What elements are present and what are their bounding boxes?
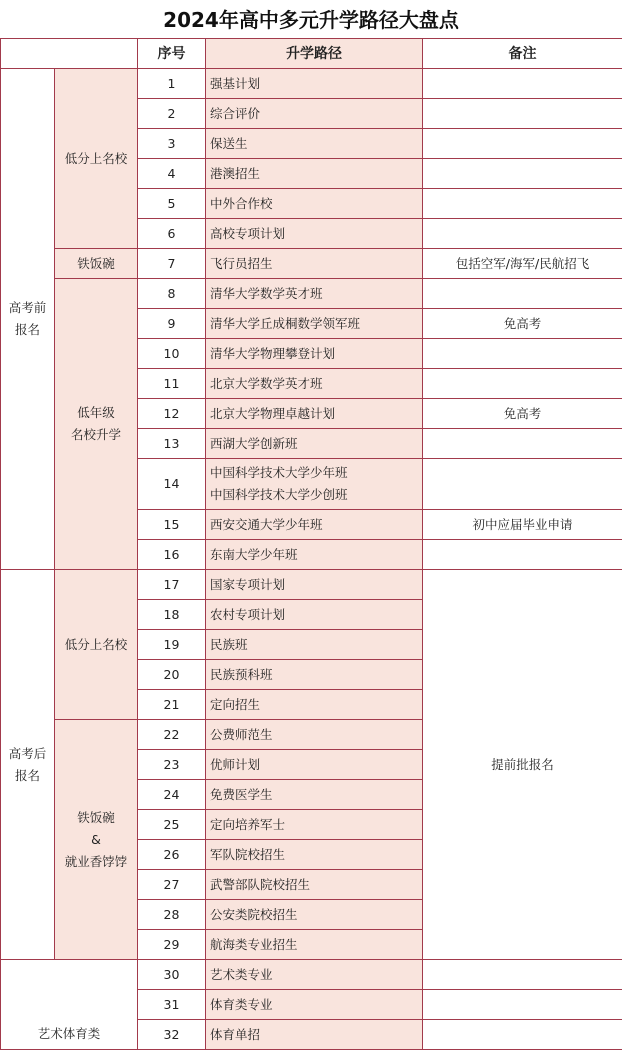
seq-number: 13 bbox=[138, 429, 206, 459]
seq-number: 18 bbox=[138, 600, 206, 630]
seq-number: 2 bbox=[138, 99, 206, 129]
pathway-name: 民族班 bbox=[206, 630, 423, 660]
seq-number: 26 bbox=[138, 840, 206, 870]
seq-number: 17 bbox=[138, 570, 206, 600]
remark bbox=[423, 99, 622, 129]
subgroup-label: 铁饭碗 & 就业香饽饽 bbox=[55, 720, 138, 960]
pathway-table bbox=[0, 38, 622, 1050]
remark bbox=[423, 219, 622, 249]
seq-number: 10 bbox=[138, 339, 206, 369]
seq-number: 24 bbox=[138, 780, 206, 810]
table-row bbox=[1, 69, 622, 99]
seq-number: 15 bbox=[138, 510, 206, 540]
table-row bbox=[1, 960, 622, 990]
pathway-name: 航海类专业招生 bbox=[206, 930, 423, 960]
table-row bbox=[1, 570, 622, 600]
remark: 提前批报名 bbox=[423, 570, 622, 960]
pathway-name: 武警部队院校招生 bbox=[206, 870, 423, 900]
seq-number: 7 bbox=[138, 249, 206, 279]
remark bbox=[423, 1020, 622, 1050]
seq-number: 19 bbox=[138, 630, 206, 660]
seq-number: 9 bbox=[138, 309, 206, 339]
seq-number: 31 bbox=[138, 990, 206, 1020]
pathway-name: 艺术类专业 bbox=[206, 960, 423, 990]
pathway-name: 北京大学数学英才班 bbox=[206, 369, 423, 399]
seq-number: 21 bbox=[138, 690, 206, 720]
pathway-name: 免费医学生 bbox=[206, 780, 423, 810]
table-row bbox=[1, 279, 622, 309]
pathway-name: 农村专项计划 bbox=[206, 600, 423, 630]
pathway-name: 北京大学物理卓越计划 bbox=[206, 399, 423, 429]
remark bbox=[423, 339, 622, 369]
pathway-name: 体育类专业 bbox=[206, 990, 423, 1020]
header-path: 升学路径 bbox=[206, 39, 423, 69]
seq-number: 11 bbox=[138, 369, 206, 399]
pathway-name: 港澳招生 bbox=[206, 159, 423, 189]
group-label: 艺术体育类 bbox=[1, 960, 138, 1050]
remark bbox=[423, 129, 622, 159]
pathway-name: 清华大学物理攀登计划 bbox=[206, 339, 423, 369]
remark bbox=[423, 960, 622, 990]
seq-number: 5 bbox=[138, 189, 206, 219]
table-row bbox=[1, 249, 622, 279]
pathway-name: 民族预科班 bbox=[206, 660, 423, 690]
remark: 免高考 bbox=[423, 399, 622, 429]
remark bbox=[423, 990, 622, 1020]
seq-number: 12 bbox=[138, 399, 206, 429]
group-label: 高考后 报名 bbox=[1, 570, 55, 960]
pathway-name: 定向招生 bbox=[206, 690, 423, 720]
pathway-name: 优师计划 bbox=[206, 750, 423, 780]
pathway-name: 公费师范生 bbox=[206, 720, 423, 750]
pathway-name: 体育单招 bbox=[206, 1020, 423, 1050]
remark bbox=[423, 369, 622, 399]
remark: 免高考 bbox=[423, 309, 622, 339]
header-group bbox=[1, 39, 138, 69]
subgroup-label: 低分上名校 bbox=[55, 69, 138, 249]
seq-number: 25 bbox=[138, 810, 206, 840]
header-seq: 序号 bbox=[138, 39, 206, 69]
pathway-name: 综合评价 bbox=[206, 99, 423, 129]
remark bbox=[423, 429, 622, 459]
remark bbox=[423, 189, 622, 219]
pathway-name: 公安类院校招生 bbox=[206, 900, 423, 930]
group-label: 高考前 报名 bbox=[1, 69, 55, 570]
subgroup-label: 低分上名校 bbox=[55, 570, 138, 720]
seq-number: 32 bbox=[138, 1020, 206, 1050]
pathway-name: 清华大学丘成桐数学领军班 bbox=[206, 309, 423, 339]
header-row bbox=[1, 39, 622, 69]
pathway-name: 西湖大学创新班 bbox=[206, 429, 423, 459]
pathway-name: 中外合作校 bbox=[206, 189, 423, 219]
pathway-name: 西安交通大学少年班 bbox=[206, 510, 423, 540]
pathway-name: 东南大学少年班 bbox=[206, 540, 423, 570]
pathway-name: 强基计划 bbox=[206, 69, 423, 99]
header-remark: 备注 bbox=[423, 39, 622, 69]
seq-number: 14 bbox=[138, 459, 206, 510]
pathway-name: 保送生 bbox=[206, 129, 423, 159]
pathway-name: 国家专项计划 bbox=[206, 570, 423, 600]
pathway-name: 高校专项计划 bbox=[206, 219, 423, 249]
remark bbox=[423, 540, 622, 570]
seq-number: 20 bbox=[138, 660, 206, 690]
seq-number: 22 bbox=[138, 720, 206, 750]
remark bbox=[423, 279, 622, 309]
seq-number: 27 bbox=[138, 870, 206, 900]
pathway-name: 中国科学技术大学少年班 中国科学技术大学少创班 bbox=[206, 459, 423, 510]
seq-number: 6 bbox=[138, 219, 206, 249]
remark bbox=[423, 69, 622, 99]
pathway-name: 定向培养军士 bbox=[206, 810, 423, 840]
remark bbox=[423, 459, 622, 510]
seq-number: 28 bbox=[138, 900, 206, 930]
seq-number: 3 bbox=[138, 129, 206, 159]
remark: 初中应届毕业申请 bbox=[423, 510, 622, 540]
seq-number: 16 bbox=[138, 540, 206, 570]
remark: 包括空军/海军/民航招飞 bbox=[423, 249, 622, 279]
seq-number: 1 bbox=[138, 69, 206, 99]
pathway-name: 军队院校招生 bbox=[206, 840, 423, 870]
seq-number: 23 bbox=[138, 750, 206, 780]
pathway-name: 清华大学数学英才班 bbox=[206, 279, 423, 309]
subgroup-label: 铁饭碗 bbox=[55, 249, 138, 279]
remark bbox=[423, 159, 622, 189]
seq-number: 29 bbox=[138, 930, 206, 960]
seq-number: 4 bbox=[138, 159, 206, 189]
pathway-name: 飞行员招生 bbox=[206, 249, 423, 279]
page-title: 2024年高中多元升学路径大盘点 bbox=[0, 0, 622, 38]
seq-number: 30 bbox=[138, 960, 206, 990]
seq-number: 8 bbox=[138, 279, 206, 309]
subgroup-label: 低年级 名校升学 bbox=[55, 279, 138, 570]
